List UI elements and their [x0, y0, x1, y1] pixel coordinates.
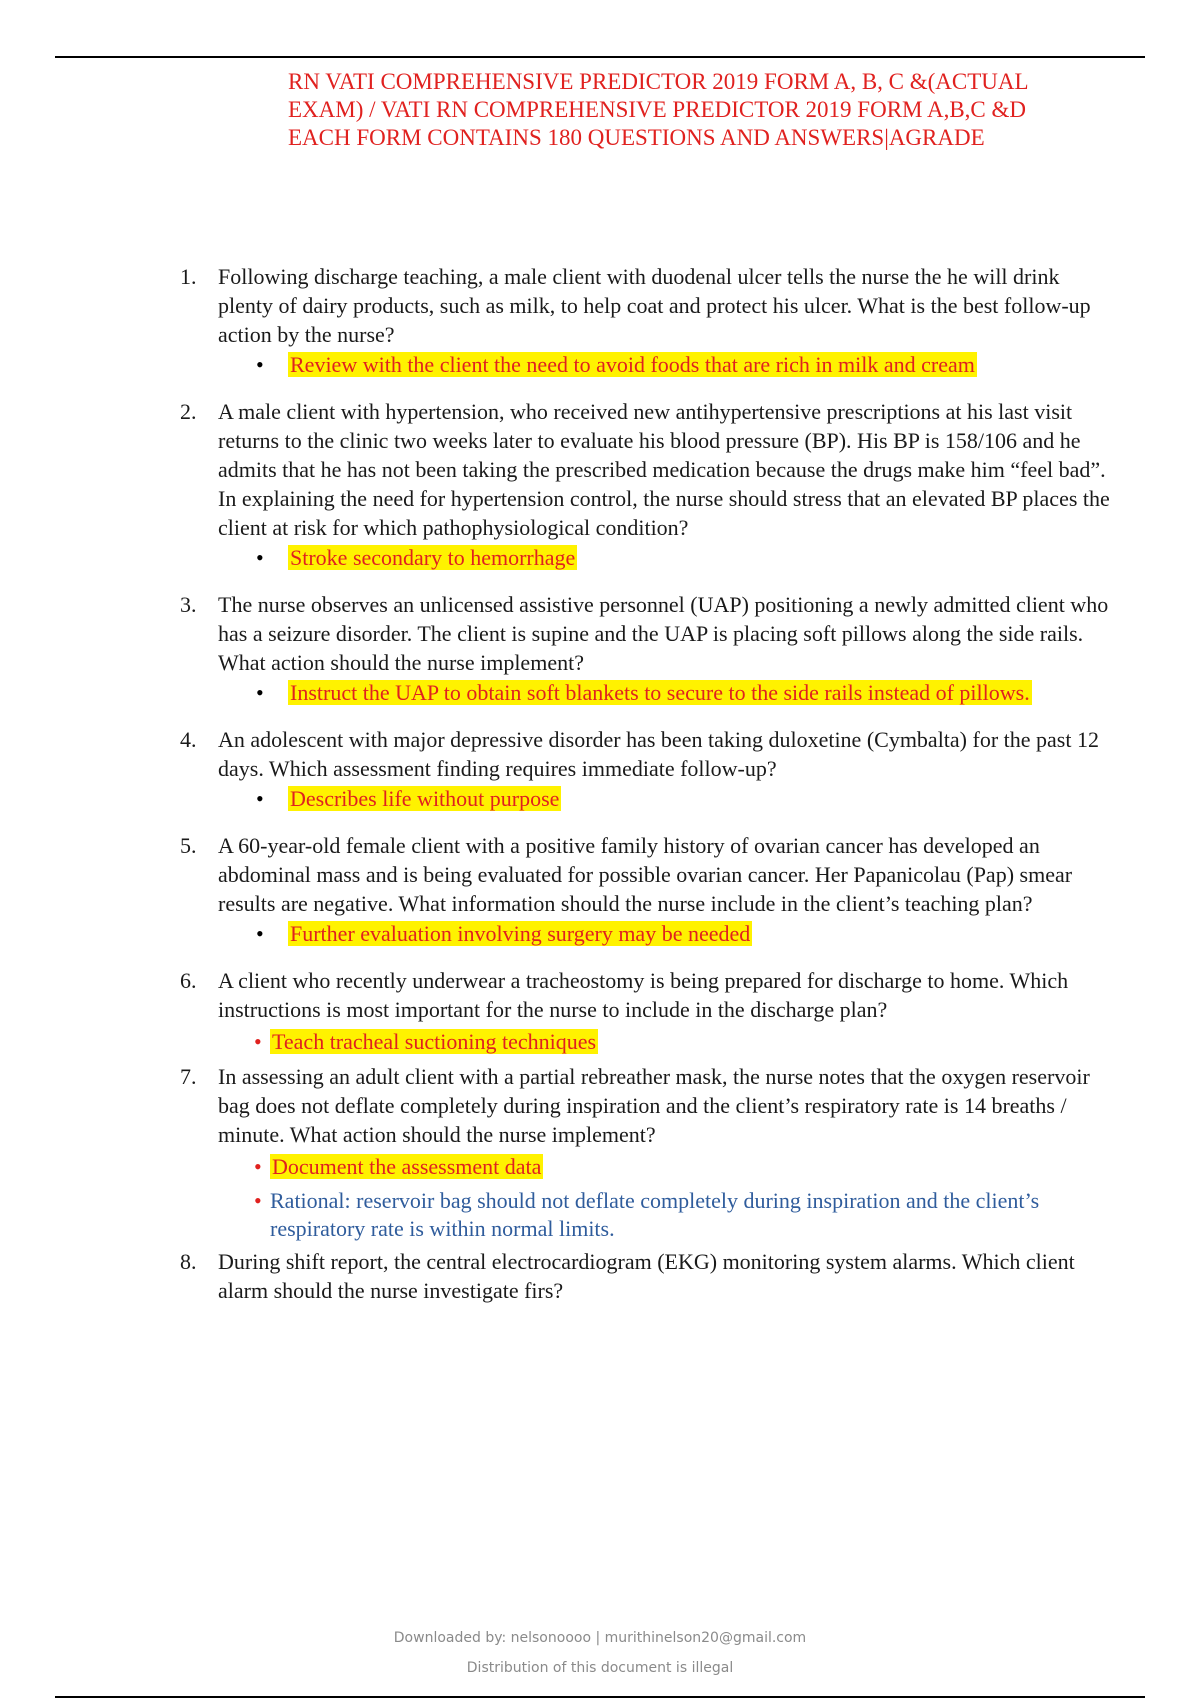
- question-number: 5.: [180, 833, 197, 858]
- question-text: During shift report, the central electrocardiogram (EKG) monitoring system alarms. Which client alarm should the nurse investigate firs?: [218, 1249, 1075, 1303]
- question-item-6: [180, 966, 1110, 1056]
- answer-item: [180, 920, 1110, 948]
- question-item-4: [180, 725, 1110, 813]
- question-text: A male client with hypertension, who received new antihypertensive prescriptions at his last visit returns to the clinic two weeks later to evaluate his blood pressure (BP). His BP is 158/106 and he admits that he has not been taking the prescribed medication because the drugs make him “feel bad”. In explaining the need for hypertension control, the nurse should stress that an elevated BP places the client at risk for which pathophysiological condition?: [218, 399, 1110, 540]
- bullet-icon: •: [254, 1029, 262, 1054]
- question-number: 2.: [180, 399, 197, 424]
- question-item-1: [180, 262, 1110, 379]
- highlighted-answer: Further evaluation involving surgery may be needed: [290, 921, 751, 946]
- question-text: In assessing an adult client with a partial rebreather mask, the nurse notes that the oxygen reservoir bag does not deflate completely during inspiration and the client’s respiratory rate is 14 breaths / minute. What action should the nurse implement?: [218, 1064, 1090, 1147]
- document-title: RN VATI COMPREHENSIVE PREDICTOR 2019 FORM A, B, C &(ACTUAL EXAM) / VATI RN COMPREHENSIVE PREDICTOR 2019 FORM A,B,C &D EACH FORM CONTAINS 180 QUESTIONS AND ANSWERS|AGRADE: [288, 69, 1028, 150]
- bullet-icon: •: [256, 680, 264, 705]
- question-text: An adolescent with major depressive disorder has been taking duloxetine (Cymbalta) for the past 12 days. Which assessment finding requires immediate follow-up?: [218, 727, 1099, 781]
- question-item-3: [180, 590, 1110, 707]
- answer-item: [180, 544, 1110, 572]
- highlighted-answer: Teach tracheal suctioning techniques: [272, 1029, 597, 1054]
- answer-item: [180, 351, 1110, 379]
- question-item-8: [180, 1247, 1110, 1305]
- question-number: 4.: [180, 727, 197, 752]
- question-item-2: [180, 397, 1110, 572]
- question-text: A 60-year-old female client with a positive family history of ovarian cancer has developed an abdominal mass and is being evaluated for possible ovarian cancer. Her Papanicolau (Pap) smear results are negative. What information should the nurse include in the client’s teaching plan?: [218, 833, 1073, 916]
- question-item-7: [180, 1062, 1110, 1243]
- question-number: 7.: [180, 1064, 197, 1089]
- bullet-icon: •: [256, 921, 264, 946]
- footer-distribution-notice: Distribution of this document is illegal: [466, 1660, 734, 1676]
- answer-item: [180, 1028, 1110, 1056]
- rationale-text: Rational: reservoir bag should not deflate completely during inspiration and the client’s respiratory rate is within normal limits.: [270, 1188, 1040, 1241]
- bottom-rule: [55, 1696, 1145, 1698]
- bullet-icon: •: [256, 786, 264, 811]
- answer-item: [180, 679, 1110, 707]
- question-list: [180, 262, 1110, 1305]
- highlighted-answer: Instruct the UAP to obtain soft blankets to secure to the side rails instead of pillows.: [290, 680, 1030, 705]
- bullet-icon: •: [256, 352, 264, 377]
- bullet-icon: •: [256, 545, 264, 570]
- question-text: The nurse observes an unlicensed assistive personnel (UAP) positioning a newly admitted client who has a seizure disorder. The client is supine and the UAP is placing soft pillows along the side rails. What action should the nurse implement?: [218, 592, 1109, 675]
- top-rule: [55, 56, 1145, 58]
- question-text: Following discharge teaching, a male client with duodenal ulcer tells the nurse the he will drink plenty of dairy products, such as milk, to help coat and protect his ulcer. What is the best follow-up action by the nurse?: [218, 264, 1091, 347]
- highlighted-answer: Describes life without purpose: [290, 786, 560, 811]
- question-text: A client who recently underwear a tracheostomy is being prepared for discharge to home. Which instructions is most important for the nurse to include in the discharge plan?: [218, 968, 1069, 1022]
- footer-downloaded-by: Downloaded by: nelsonoooo | murithinelson20@gmail.com: [393, 1630, 807, 1646]
- question-number: 1.: [180, 264, 197, 289]
- bullet-icon: •: [254, 1154, 262, 1179]
- question-item-5: [180, 831, 1110, 948]
- bullet-icon: •: [254, 1188, 262, 1213]
- rationale-item: [180, 1187, 1110, 1243]
- highlighted-answer: Stroke secondary to hemorrhage: [290, 545, 576, 570]
- question-number: 3.: [180, 592, 197, 617]
- answer-item: [180, 1153, 1110, 1181]
- answer-item: [180, 785, 1110, 813]
- highlighted-answer: Review with the client the need to avoid foods that are rich in milk and cream: [290, 352, 975, 377]
- question-number: 6.: [180, 968, 197, 993]
- question-number: 8.: [180, 1249, 197, 1274]
- highlighted-answer: Document the assessment data: [272, 1154, 542, 1179]
